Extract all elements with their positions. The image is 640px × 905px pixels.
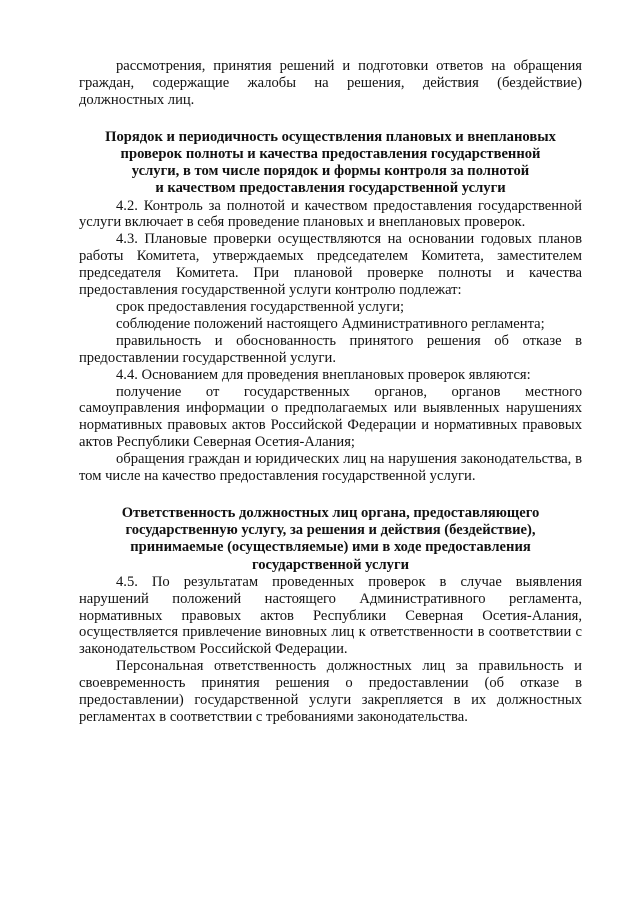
heading-line: и качеством предоставления государственной услуги bbox=[155, 180, 506, 197]
heading-line: государственной услуги bbox=[251, 556, 410, 573]
list-item: обращения граждан и юридических лиц на нарушения законодательства, в том числе на качество предоставления государственной услуги. bbox=[79, 451, 582, 485]
heading-line: государственную услугу, за решения и действия (бездействие), bbox=[125, 522, 536, 539]
heading-line: услуги, в том числе порядок и формы контроля за полнотой bbox=[131, 163, 530, 180]
paragraph-4-2: 4.2. Контроль за полнотой и качеством предоставления государственной услуги включает в себя проведение плановых и внеплановых проверок. bbox=[79, 197, 582, 231]
paragraph-continuation: рассмотрения, принятия решений и подготовки ответов на обращения граждан, содержащие жалобы на решения, действия (бездействие) должностных лиц. bbox=[79, 58, 582, 108]
section-heading-responsibility bbox=[79, 505, 582, 574]
section-heading-control bbox=[79, 129, 582, 198]
list-item: получение от государственных органов, органов местного самоуправления информации о предполагаемых или выявленных нарушениях нормативных правовых актов Российской Федерации и нормативных правовых актов Республики Северная Осетия-Алания; bbox=[79, 383, 582, 451]
paragraph-4-3: 4.3. Плановые проверки осуществляются на основании годовых планов работы Комитета, утверждаемых председателем Комитета, заместителем председателя Комитета. При плановой проверке полноты и качества предоставления государственной услуги контролю подлежат: bbox=[79, 231, 582, 299]
document-page bbox=[79, 58, 582, 726]
list-item: срок предоставления государственной услуги; bbox=[116, 298, 405, 315]
list-item: соблюдение положений настоящего Административного регламента; bbox=[116, 315, 545, 332]
heading-line: принимаемые (осуществляемые) ими в ходе предоставления bbox=[130, 539, 531, 556]
spacer bbox=[79, 485, 582, 505]
spacer bbox=[79, 109, 582, 129]
list-item: правильность и обоснованность принятого решения об отказе в предоставлении государственной услуги. bbox=[79, 332, 582, 366]
heading-line: проверок полноты и качества предоставления государственной bbox=[120, 145, 541, 162]
paragraph-4-4: 4.4. Основанием для проведения внеплановых проверок являются: bbox=[116, 366, 531, 383]
paragraph-personal-responsibility: Персональная ответственность должностных лиц за правильность и своевременность принятия решения о предоставлении (об отказе в предоставлении) государственной услуги закрепляется в их должностных регламентах в соответствии с требованиями законодательства. bbox=[79, 658, 582, 725]
heading-line: Ответственность должностных лиц органа, предоставляющего bbox=[121, 504, 540, 521]
paragraph-4-5: 4.5. По результатам проведенных проверок в случае выявления нарушений положений настоящего Административного регламента, нормативных правовых актов Республики Северная Осетия-Алания, осуществляется привлечение виновных лиц к ответственности в соответствии с законодательством Российской Федерации. bbox=[79, 573, 582, 658]
heading-line: Порядок и периодичность осуществления плановых и внеплановых bbox=[105, 128, 556, 145]
